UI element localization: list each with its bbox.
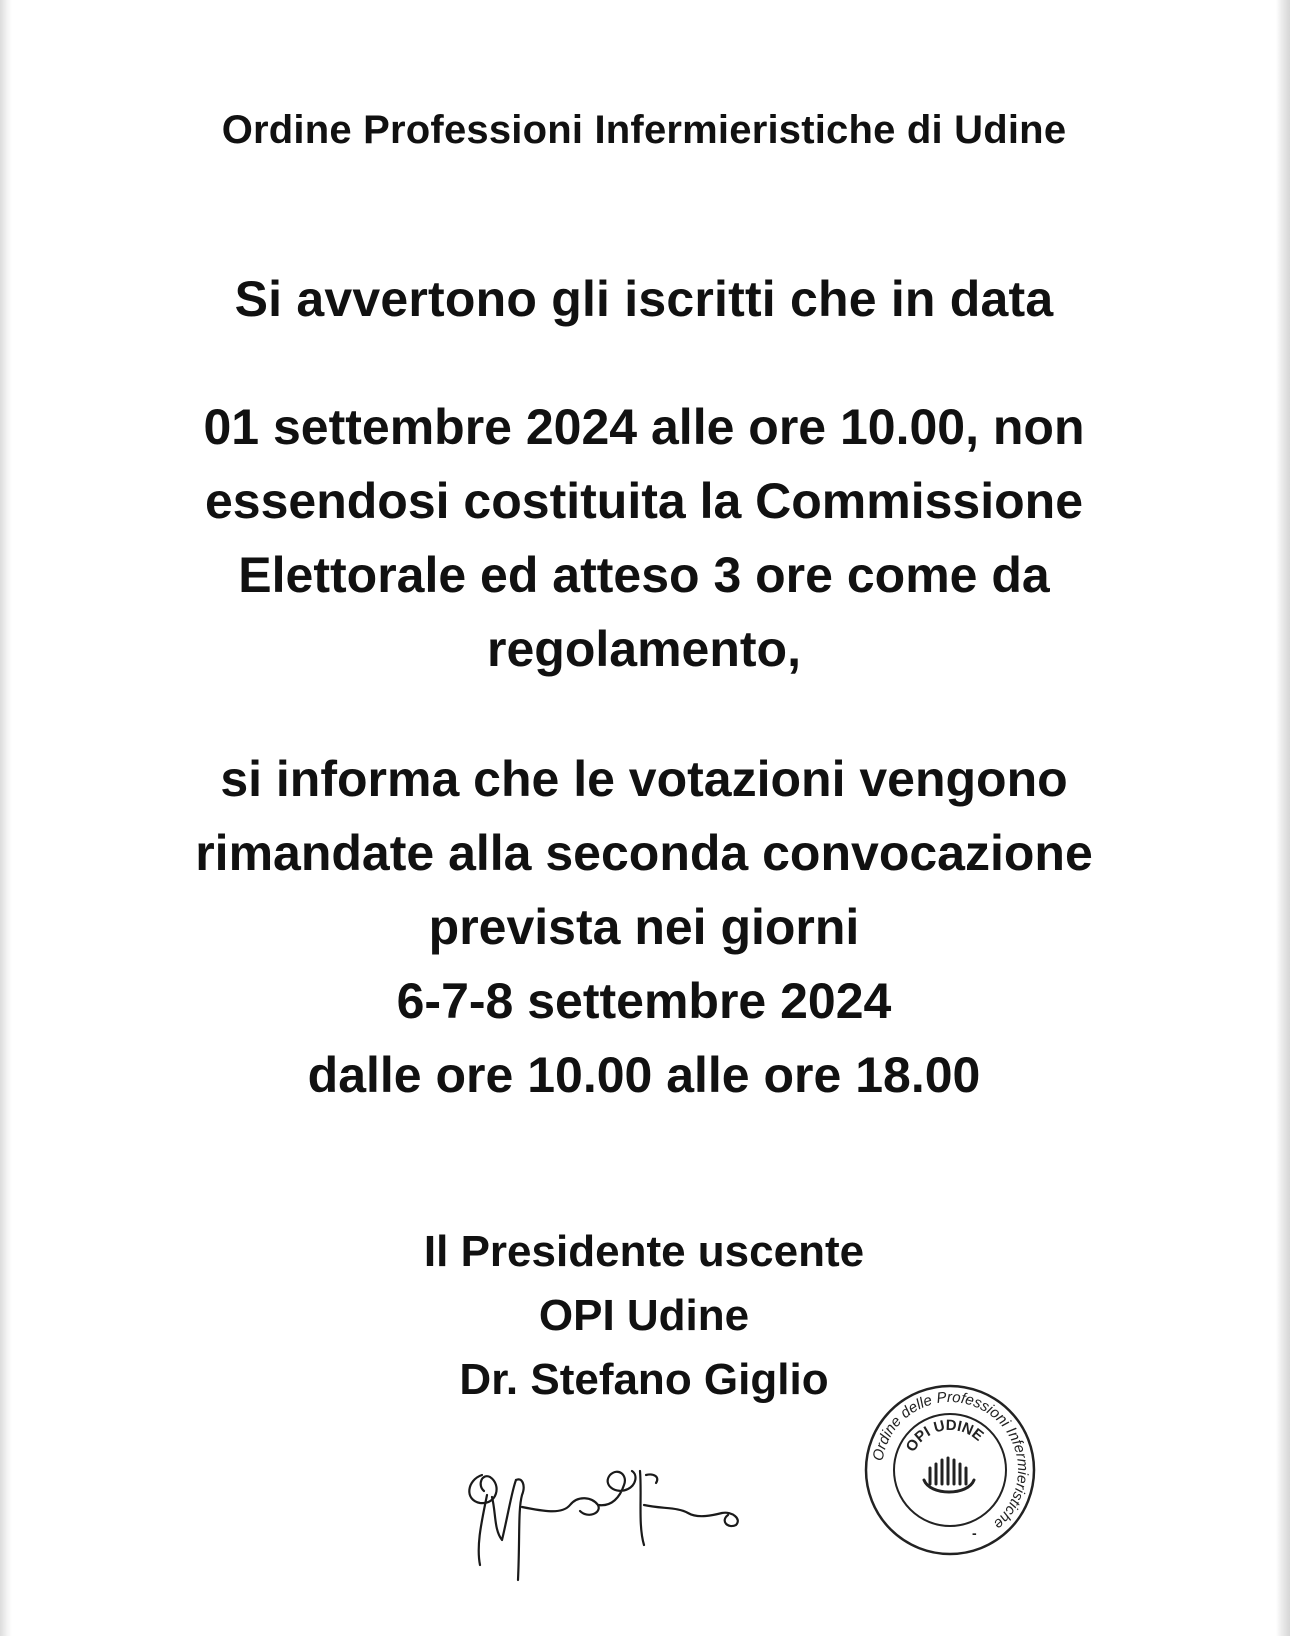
svg-text:-: - — [972, 1525, 977, 1541]
signatory-org: OPI Udine — [538, 1291, 750, 1340]
paragraph-1-line: 01 settembre 2024 alle ore 10.00, non — [203, 399, 1085, 455]
paragraph-2-line: 6-7-8 settembre 2024 — [396, 973, 892, 1029]
intro-line: Si avvertono gli iscritti che in data — [234, 271, 1054, 327]
document-sheet — [12, 0, 1276, 1636]
paragraph-2-line: dalle ore 10.00 alle ore 18.00 — [307, 1047, 981, 1103]
signatory-name: Dr. Stefano Giglio — [459, 1355, 829, 1404]
paragraph-1-line: Elettorale ed atteso 3 ore come da — [238, 547, 1050, 603]
paragraph-1-line: regolamento, — [487, 621, 801, 677]
svg-text:OPI UDINE: OPI UDINE — [902, 1416, 987, 1455]
organization-header: Ordine Professioni Infermieristiche di Udine — [221, 108, 1067, 152]
signature-block — [12, 1220, 1276, 1412]
paragraph-2-line: prevista nei giorni — [428, 899, 860, 955]
paragraph-2-line: si informa che le votazioni vengono — [220, 751, 1068, 807]
paragraph-2-line: rimandate alla seconda convocazione — [195, 825, 1093, 881]
paragraph-1-line: essendosi costituita la Commissione — [204, 473, 1084, 529]
handwritten-signature — [452, 1435, 792, 1585]
paragraph-1 — [12, 390, 1276, 686]
svg-text:Ordine delle Professioni Infer: Ordine delle Professioni Infermieristiche — [869, 1388, 1032, 1533]
signatory-role: Il Presidente uscente — [423, 1227, 865, 1276]
page-edge-right — [1276, 0, 1290, 1636]
paragraph-2 — [12, 742, 1276, 1112]
opi-udine-stamp — [860, 1380, 1040, 1560]
page-edge-left — [0, 0, 12, 1636]
